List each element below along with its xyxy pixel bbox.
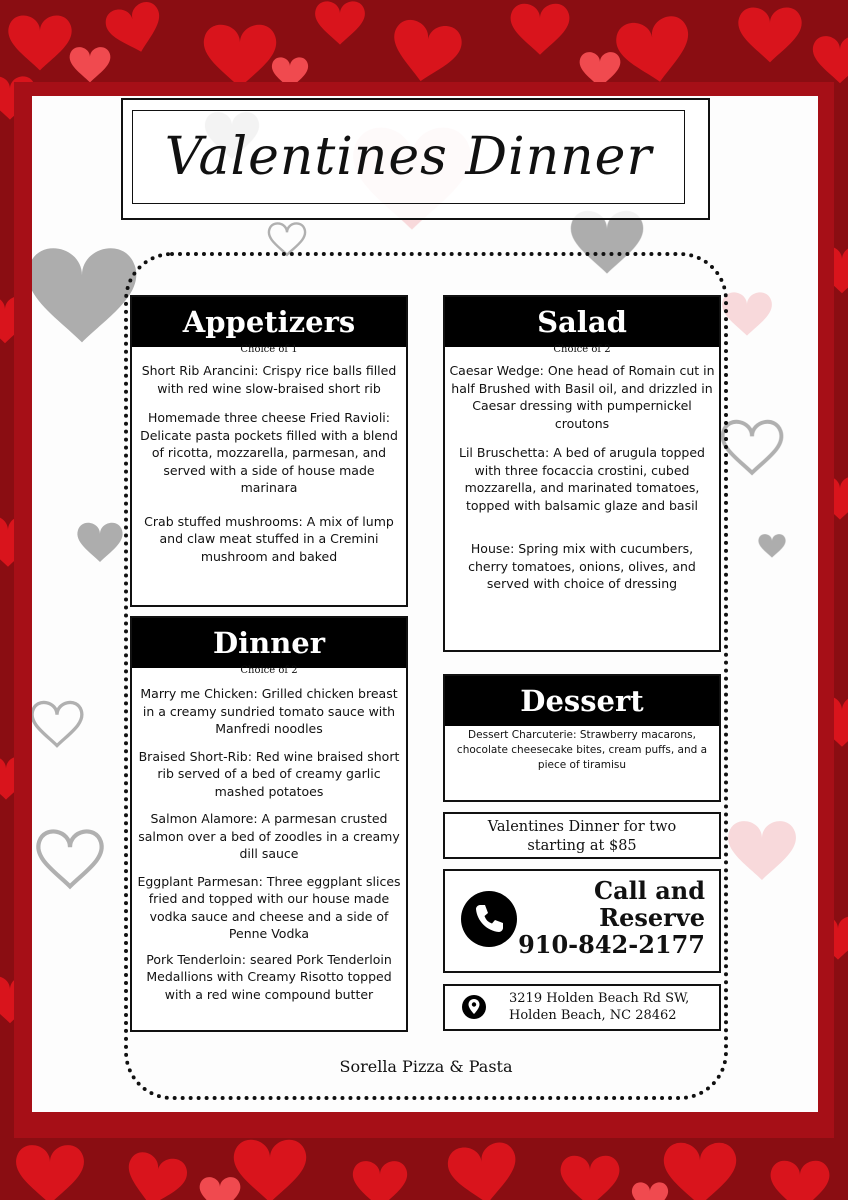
price-box — [443, 812, 721, 859]
appetizers-section — [130, 295, 408, 607]
address-line-1: 3219 Holden Beach Rd SW, — [509, 991, 690, 1006]
menu-item: Caesar Wedge: One head of Romain cut in half Brushed with Basil oil, and drizzled in Caesar dressing with pumpernickel croutons — [449, 363, 715, 431]
menu-item: Homemade three cheese Fried Ravioli: Delicate pasta pockets filled with a blend of ricotta, mozzarella, parmesan, and served with a side of house made marinara — [140, 410, 398, 495]
reserve-line-2: Reserve — [599, 903, 705, 932]
appetizers-choice: Choice of 1 — [240, 344, 298, 355]
menu-item: Eggplant Parmesan: Three eggplant slices fried and topped with our house made vodka sauce and cheese and a side of Penne Vodka — [137, 873, 401, 941]
title-frame-inner — [132, 110, 685, 204]
address-line-2: Holden Beach, NC 28462 — [509, 1008, 677, 1023]
reserve-line-1: Call and — [593, 876, 705, 905]
menu-item: Marry me Chicken: Grilled chicken breast in a creamy sundried tomato sauce with Manfredi noodles — [140, 686, 398, 736]
dinner-section — [130, 616, 408, 1032]
location-pin-icon — [461, 994, 487, 1020]
dessert-section — [443, 674, 721, 802]
reserve-heading — [518, 877, 705, 958]
menu-item: Lil Bruschetta: A bed of arugula topped with three focaccia crostini, cubed mozzarella, and marinated tomatoes, topped with balsamic glaze and basil — [459, 445, 705, 513]
price-line-1: Valentines Dinner for two — [487, 819, 677, 835]
dinner-heading: Dinner — [132, 618, 406, 668]
restaurant-name: Sorella Pizza & Pasta — [339, 1057, 513, 1076]
dinner-choice: Choice of 2 — [240, 665, 298, 676]
page-title: Valentines Dinner — [164, 127, 653, 187]
reserve-box — [443, 869, 721, 973]
menu-item: Short Rib Arancini: Crispy rice balls filled with red wine slow-braised short rib — [141, 363, 397, 396]
dessert-heading: Dessert — [445, 676, 719, 726]
menu-item: Pork Tenderloin: seared Pork Tenderloin Medallions with Creamy Risotto topped with a red wine compound butter — [146, 951, 392, 1002]
menu-item: House: Spring mix with cucumbers, cherry tomatoes, onions, olives, and served with choice of dressing — [468, 541, 696, 591]
phone-number[interactable]: 910-842-2177 — [518, 930, 705, 959]
salad-section — [443, 295, 721, 652]
menu-item: Salmon Alamore: A parmesan crusted salmon over a bed of zoodles in a creamy dill sauce — [138, 811, 400, 861]
menu-item: Crab stuffed mushrooms: A mix of lump and claw meat stuffed in a Cremini mushroom and baked — [144, 513, 394, 564]
salad-heading: Salad — [445, 297, 719, 347]
appetizers-heading: Appetizers — [132, 297, 406, 347]
address-text — [509, 990, 689, 1024]
phone-icon[interactable] — [461, 891, 517, 947]
price-line-2: starting at $85 — [527, 838, 637, 854]
address-box — [443, 984, 721, 1031]
salad-choice: Choice of 2 — [553, 344, 611, 355]
menu-item: Braised Short-Rib: Red wine braised short rib served of a bed of creamy garlic mashed potatoes — [138, 748, 400, 799]
menu-item: Dessert Charcuterie: Strawberry macarons, chocolate cheesecake bites, cream puffs, and a piece of tiramisu — [456, 729, 708, 771]
